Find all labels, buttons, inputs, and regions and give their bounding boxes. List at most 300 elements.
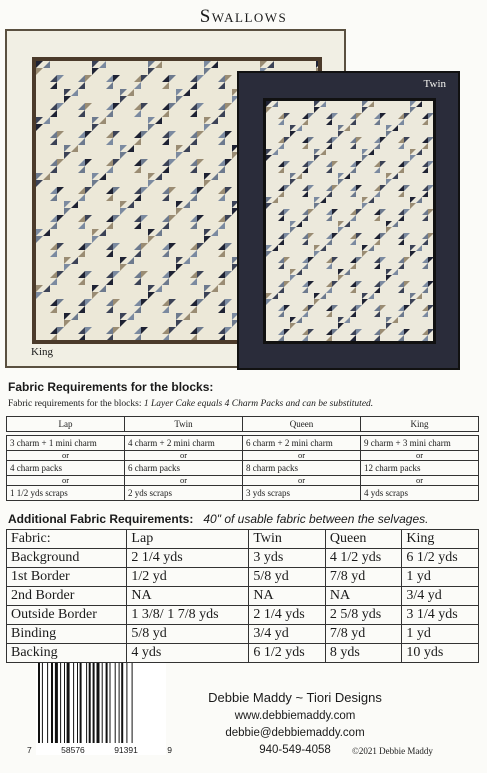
quilt-triangle	[190, 131, 197, 138]
quilt-triangle	[204, 124, 211, 131]
quilt-triangle	[380, 281, 386, 287]
quilt-triangle	[398, 119, 404, 125]
barcode-bar	[51, 663, 53, 743]
quilt-triangle	[85, 103, 92, 110]
quilt-triangle	[183, 201, 190, 208]
quilt-triangle	[350, 185, 356, 191]
quilt-triangle	[398, 167, 404, 173]
quilt-triangle	[50, 222, 57, 229]
quilt-triangle	[120, 264, 127, 271]
quilt-triangle	[284, 209, 290, 215]
table-cell: 4 charm packs	[7, 461, 125, 476]
barcode-bar	[38, 663, 40, 743]
quilt-triangle	[218, 131, 225, 138]
quilt-triangle	[225, 187, 232, 194]
quilt-triangle	[169, 103, 176, 110]
quilt-triangle	[350, 287, 356, 293]
quilt-triangle	[290, 125, 296, 131]
quilt-triangle	[169, 243, 176, 250]
quilt-triangle	[374, 185, 380, 191]
quilt-triangle	[266, 245, 272, 251]
table-row	[7, 606, 479, 625]
quilt-triangle	[211, 229, 218, 236]
quilt-triangle	[78, 110, 85, 117]
quilt-triangle	[190, 215, 197, 222]
quilt-triangle	[314, 101, 320, 107]
quilt-triangle	[326, 137, 332, 143]
quilt-triangle	[416, 149, 422, 155]
quilt-triangle	[386, 179, 392, 185]
quilt-triangle	[386, 269, 392, 275]
quilt-triangle	[190, 110, 197, 117]
quilt-triangle	[134, 299, 141, 306]
quilt-triangle	[350, 209, 356, 215]
quilt-triangle	[290, 179, 296, 185]
yardage-cell: 2 1/4 yds	[249, 606, 326, 625]
quilt-triangle	[356, 137, 362, 143]
quilt-triangle	[85, 299, 92, 306]
quilt-triangle	[190, 299, 197, 306]
quilt-triangle	[386, 131, 392, 137]
quilt-triangle	[350, 167, 356, 173]
or-label: or	[7, 476, 125, 486]
quilt-triangle	[422, 113, 428, 119]
quilt-triangle	[225, 103, 232, 110]
quilt-triangle	[78, 334, 85, 340]
quilt-triangle	[218, 299, 225, 306]
barcode-bar	[115, 663, 116, 743]
quilt-triangle	[50, 131, 57, 138]
quilt-triangle	[197, 299, 204, 306]
quilt-triangle	[50, 159, 57, 166]
quilt-triangle	[113, 159, 120, 166]
quilt-triangle	[176, 320, 183, 327]
quilt-triangle	[120, 201, 127, 208]
quilt-triangle	[162, 166, 169, 173]
barcode-bar	[119, 663, 120, 743]
quilt-triangle	[278, 143, 284, 149]
yardage-cell: NA	[127, 587, 249, 606]
quilt-triangle	[374, 311, 380, 317]
quilt-triangle	[162, 75, 169, 82]
quilt-triangle	[404, 137, 410, 143]
quilt-triangle	[141, 131, 148, 138]
quilt-triangle	[410, 299, 416, 305]
quilt-triangle	[106, 159, 113, 166]
or-label: or	[361, 451, 479, 461]
quilt-triangle	[338, 125, 344, 131]
quilt-triangle	[368, 293, 374, 299]
quilt-triangle	[134, 103, 141, 110]
quilt-triangle	[106, 82, 113, 89]
barcode-bar	[60, 663, 61, 743]
quilt-triangle	[308, 137, 314, 143]
quilt-triangle	[350, 239, 356, 245]
quilt-triangle	[308, 257, 314, 263]
quilt-triangle	[278, 185, 284, 191]
quilt-triangle	[302, 185, 308, 191]
quilt-triangle	[302, 191, 308, 197]
quilt-triangle	[134, 243, 141, 250]
quilt-triangle	[404, 209, 410, 215]
quilt-triangle	[374, 215, 380, 221]
quilt-triangle	[410, 203, 416, 209]
quilt-triangle	[374, 161, 380, 167]
quilt-triangle	[148, 173, 155, 180]
quilt-triangle	[350, 215, 356, 221]
quilt-triangle	[422, 215, 428, 221]
quilt-triangle	[197, 187, 204, 194]
column-header: Twin	[249, 530, 326, 549]
quilt-triangle	[64, 264, 71, 271]
quilt-triangle	[78, 166, 85, 173]
quilt-triangle	[197, 243, 204, 250]
barcode-bar	[67, 663, 70, 743]
barcode-digits: 7 58576 91391 9	[27, 745, 172, 755]
quilt-triangle	[113, 299, 120, 306]
twin-quilt-pattern	[266, 101, 433, 341]
quilt-triangle	[344, 173, 350, 179]
quilt-triangle	[314, 203, 320, 209]
quilt-triangle	[99, 285, 106, 292]
quilt-triangle	[225, 327, 232, 334]
quilt-triangle	[398, 305, 404, 311]
table-row	[7, 625, 479, 644]
quilt-triangle	[368, 245, 374, 251]
quilt-triangle	[85, 215, 92, 222]
quilt-triangle	[176, 96, 183, 103]
quilt-triangle	[320, 293, 326, 299]
website-link[interactable]: www.debbiemaddy.com	[234, 710, 356, 722]
quilt-triangle	[106, 75, 113, 82]
quilt-triangle	[218, 334, 225, 340]
quilt-triangle	[92, 61, 99, 68]
quilt-triangle	[64, 320, 71, 327]
quilt-triangle	[380, 257, 386, 263]
additional-heading: Additional Fabric Requirements: 40" of usable fabric between the selvages.	[8, 512, 429, 526]
quilt-triangle	[272, 149, 278, 155]
quilt-triangle	[218, 110, 225, 117]
quilt-triangle	[190, 75, 197, 82]
quilt-triangle	[284, 305, 290, 311]
quilt-triangle	[332, 137, 338, 143]
quilt-triangle	[162, 187, 169, 194]
quilt-triangle	[176, 208, 183, 215]
quilt-triangle	[204, 285, 211, 292]
quilt-triangle	[183, 313, 190, 320]
quilt-triangle	[302, 281, 308, 287]
yardage-cell: NA	[325, 587, 402, 606]
quilt-triangle	[332, 329, 338, 335]
quilt-triangle	[78, 138, 85, 145]
quilt-triangle	[197, 271, 204, 278]
quilt-triangle	[162, 138, 169, 145]
quilt-triangle	[190, 306, 197, 313]
barcode-bar	[102, 663, 103, 743]
quilt-triangle	[127, 257, 134, 264]
quilt-triangle	[106, 187, 113, 194]
quilt-triangle	[266, 107, 272, 113]
quilt-triangle	[326, 239, 332, 245]
quilt-triangle	[218, 243, 225, 250]
quilt-triangle	[428, 137, 433, 143]
quilt-triangle	[92, 117, 99, 124]
quilt-triangle	[392, 269, 398, 275]
table-row	[7, 587, 479, 606]
quilt-triangle	[374, 305, 380, 311]
quilt-triangle	[120, 89, 127, 96]
quilt-triangle	[197, 103, 204, 110]
quilt-triangle	[314, 299, 320, 305]
yardage-cell: 7/8 yd	[325, 568, 402, 587]
quilt-triangle	[332, 257, 338, 263]
quilt-triangle	[302, 257, 308, 263]
quilt-triangle	[398, 281, 404, 287]
quilt-triangle	[218, 166, 225, 173]
quilt-triangle	[50, 194, 57, 201]
or-label: or	[125, 451, 243, 461]
quilt-triangle	[422, 119, 428, 125]
quilt-triangle	[374, 287, 380, 293]
quilt-triangle	[272, 197, 278, 203]
barcode-bar	[126, 663, 127, 743]
quilt-triangle	[106, 306, 113, 313]
barcode-bar	[89, 663, 91, 743]
quilt-triangle	[338, 227, 344, 233]
quilt-triangle	[169, 271, 176, 278]
quilt-triangle	[218, 103, 225, 110]
yardage-cell: 2 5/8 yds	[325, 606, 402, 625]
quilt-triangle	[57, 271, 64, 278]
quilt-triangle	[148, 236, 155, 243]
quilt-triangle	[190, 278, 197, 285]
quilt-triangle	[50, 334, 57, 340]
quilt-triangle	[278, 161, 284, 167]
barcode-bar	[121, 663, 123, 743]
table-cell: 4 yds scraps	[361, 486, 479, 501]
quilt-triangle	[190, 138, 197, 145]
quilt-triangle	[148, 292, 155, 299]
quilt-triangle	[422, 143, 428, 149]
quilt-triangle	[204, 180, 211, 187]
quilt-triangle	[302, 239, 308, 245]
fabric-name: 1st Border	[7, 568, 127, 587]
table-row	[7, 451, 479, 461]
quilt-triangle	[278, 281, 284, 287]
quilt-triangle	[50, 138, 57, 145]
quilt-triangle	[106, 138, 113, 145]
quilt-triangle	[278, 191, 284, 197]
quilt-triangle	[85, 243, 92, 250]
quilt-triangle	[362, 101, 368, 107]
quilt-triangle	[422, 239, 428, 245]
quilt-triangle	[386, 221, 392, 227]
quilt-triangle	[326, 191, 332, 197]
quilt-triangle	[302, 215, 308, 221]
quilt-triangle	[64, 152, 71, 159]
size-header: King	[361, 417, 479, 432]
quilt-triangle	[190, 222, 197, 229]
quilt-triangle	[162, 334, 169, 340]
quilt-triangle	[134, 334, 141, 340]
quilt-triangle	[278, 329, 284, 335]
quilt-triangle	[380, 305, 386, 311]
quilt-triangle	[416, 197, 422, 203]
quilt-triangle	[308, 305, 314, 311]
quilt-triangle	[36, 236, 43, 243]
table-row	[7, 461, 479, 476]
quilt-triangle	[50, 306, 57, 313]
quilt-triangle	[422, 287, 428, 293]
quilt-triangle	[134, 194, 141, 201]
quilt-triangle	[92, 229, 99, 236]
quilt-triangle	[197, 327, 204, 334]
quilt-triangle	[278, 263, 284, 269]
quilt-triangle	[218, 278, 225, 285]
quilt-triangle	[225, 271, 232, 278]
quilt-triangle	[92, 68, 99, 75]
quilt-triangle	[266, 293, 272, 299]
quilt-triangle	[374, 329, 380, 335]
quilt-triangle	[99, 117, 106, 124]
quilt-triangle	[344, 269, 350, 275]
column-header: King	[402, 530, 479, 549]
size-header: Lap	[7, 417, 125, 432]
quilt-triangle	[308, 113, 314, 119]
quilt-triangle	[362, 251, 368, 257]
quilt-triangle	[120, 257, 127, 264]
or-label: or	[7, 451, 125, 461]
quilt-triangle	[162, 299, 169, 306]
quilt-triangle	[190, 166, 197, 173]
quilt-triangle	[78, 306, 85, 313]
barcode-bar	[97, 663, 100, 743]
email-link[interactable]: debbie@debbiemaddy.com	[225, 727, 365, 739]
quilt-triangle	[350, 119, 356, 125]
quilt-triangle	[314, 149, 320, 155]
quilt-triangle	[428, 161, 433, 167]
quilt-triangle	[190, 334, 197, 340]
quilt-triangle	[278, 257, 284, 263]
quilt-triangle	[113, 271, 120, 278]
quilt-triangle	[148, 180, 155, 187]
yardage-cell: 10 yds	[402, 644, 479, 663]
quilt-triangle	[134, 271, 141, 278]
quilt-triangle	[392, 173, 398, 179]
quilt-triangle	[362, 197, 368, 203]
quilt-triangle	[284, 257, 290, 263]
quilt-triangle	[404, 161, 410, 167]
quilt-triangle	[356, 305, 362, 311]
column-header: Fabric:	[7, 530, 127, 549]
or-label: or	[243, 451, 361, 461]
quilt-triangle	[302, 311, 308, 317]
quilt-triangle	[278, 167, 284, 173]
quilt-triangle	[57, 299, 64, 306]
blocks-subtitle: Fabric requirements for the blocks: 1 Layer Cake equals 4 Charm Packs and can be substituted.	[8, 399, 374, 409]
quilt-triangle	[50, 103, 57, 110]
yardage-cell: 2 1/4 yds	[127, 549, 249, 568]
quilt-triangle	[332, 305, 338, 311]
quilt-triangle	[344, 125, 350, 131]
quilt-triangle	[398, 263, 404, 269]
quilt-triangle	[422, 329, 428, 335]
quilt-triangle	[57, 327, 64, 334]
table-cell: 2 yds scraps	[125, 486, 243, 501]
table-row	[7, 530, 479, 549]
quilt-triangle	[416, 101, 422, 107]
quilt-triangle	[134, 306, 141, 313]
quilt-triangle	[218, 75, 225, 82]
quilt-triangle	[374, 233, 380, 239]
table-cell: 1 1/2 yds scraps	[7, 486, 125, 501]
quilt-triangle	[320, 101, 326, 107]
quilt-triangle	[332, 233, 338, 239]
quilt-triangle	[338, 323, 344, 329]
quilt-triangle	[350, 143, 356, 149]
quilt-triangle	[422, 209, 428, 215]
quilt-triangle	[85, 327, 92, 334]
twin-label: Twin	[423, 78, 446, 90]
quilt-triangle	[284, 329, 290, 335]
quilt-triangle	[211, 61, 218, 68]
barcode-bar	[132, 663, 133, 743]
twin-quilt-image	[237, 71, 460, 370]
quilt-triangle	[368, 149, 374, 155]
quilt-triangle	[204, 68, 211, 75]
quilt-triangle	[78, 75, 85, 82]
table-cell: 3 charm + 1 mini charm	[7, 436, 125, 451]
quilt-triangle	[278, 233, 284, 239]
quilt-triangle	[50, 187, 57, 194]
quilt-triangle	[176, 264, 183, 271]
quilt-triangle	[204, 173, 211, 180]
quilt-triangle	[416, 245, 422, 251]
quilt-triangle	[64, 145, 71, 152]
quilt-triangle	[106, 103, 113, 110]
quilt-triangle	[266, 197, 272, 203]
quilt-triangle	[155, 229, 162, 236]
quilt-triangle	[78, 159, 85, 166]
quilt-triangle	[106, 327, 113, 334]
quilt-triangle	[197, 131, 204, 138]
quilt-triangle	[302, 113, 308, 119]
quilt-triangle	[127, 201, 134, 208]
barcode-bar	[73, 663, 74, 743]
quilt-triangle	[57, 243, 64, 250]
quilt-triangle	[211, 285, 218, 292]
quilt-triangle	[134, 222, 141, 229]
quilt-triangle	[225, 243, 232, 250]
quilt-triangle	[78, 103, 85, 110]
quilt-triangle	[169, 159, 176, 166]
quilt-triangle	[380, 329, 386, 335]
or-label: or	[361, 476, 479, 486]
quilt-triangle	[57, 103, 64, 110]
quilt-triangle	[326, 215, 332, 221]
quilt-triangle	[85, 271, 92, 278]
quilt-triangle	[190, 271, 197, 278]
quilt-triangle	[64, 313, 71, 320]
quilt-triangle	[92, 173, 99, 180]
quilt-triangle	[266, 101, 272, 107]
quilt-triangle	[120, 313, 127, 320]
quilt-triangle	[314, 155, 320, 161]
quilt-triangle	[356, 329, 362, 335]
fabric-name: Backing	[7, 644, 127, 663]
yardage-cell: 3/4 yd	[249, 625, 326, 644]
quilt-triangle	[368, 197, 374, 203]
